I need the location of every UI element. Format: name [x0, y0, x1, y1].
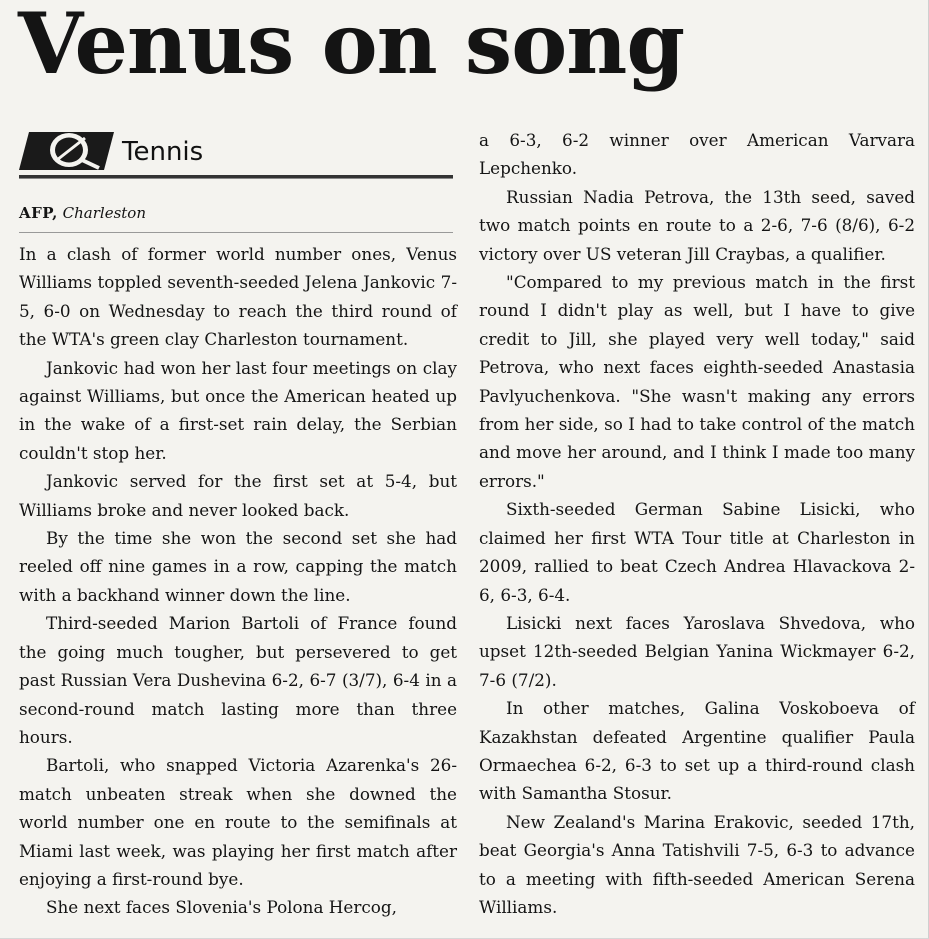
paragraph: Jankovic had won her last four meetings on clay against Williams, but once the American heated up in the wake of a first-set rain delay, the Serbian couldn't stop her. [19, 357, 457, 463]
byline [19, 204, 146, 222]
paragraph: Bartoli, who snapped Victoria Azarenka's 26-match unbeaten streak when she downed the world number one en route to the semifinals at Miami last week, was playing her first match after enjoying a first-round bye. [19, 755, 457, 889]
paragraph: In a clash of former world number ones, Venus Williams toppled seventh-seeded Jelena Jankovic 7-5, 6-0 on Wednesday to reach the third round of the WTA's green clay Charleston tournament. [19, 244, 457, 350]
byline-agency: AFP, [19, 204, 58, 222]
tennis-racket-icon [19, 132, 114, 170]
paragraph: Lisicki next faces Yaroslava Shvedova, who upset 12th-seeded Belgian Yanina Wickmayer 6-2, 7-6 (7/2). [479, 612, 915, 690]
section-header [19, 131, 453, 179]
paragraph: Jankovic served for the first set at 5-4, but Williams broke and never looked back. [19, 471, 457, 520]
byline-dateline: Charleston [62, 204, 146, 222]
section-label: Tennis [122, 137, 204, 167]
paragraph: Russian Nadia Petrova, the 13th seed, saved two match points en route to a 2-6, 7-6 (8/6), 6-2 victory over US veteran Jill Craybas, a qualifier. [479, 186, 915, 264]
paragraph: She next faces Slovenia's Polona Hercog, [46, 897, 397, 918]
paragraph: New Zealand's Marina Erakovic, seeded 17th, beat Georgia's Anna Tatishvili 7-5, 6-3 to advance to a meeting with fifth-seeded American Serena Williams. [479, 811, 915, 917]
paragraph: In other matches, Galina Voskoboeva of Kazakhstan defeated Argentine qualifier Paula Ormaechea 6-2, 6-3 to set up a third-round clash with Samantha Stosur. [479, 698, 915, 804]
byline-rule [19, 232, 453, 233]
paragraph: Third-seeded Marion Bartoli of France found the going much tougher, but persevered to get past Russian Vera Dushevina 6-2, 6-7 (3/7), 6-4 in a second-round match lasting more than three hours. [19, 613, 457, 747]
paragraph: Sixth-seeded German Sabine Lisicki, who claimed her first WTA Tour title at Charleston in 2009, rallied to beat Czech Andrea Hlavackova 2-6, 6-3, 6-4. [479, 499, 915, 605]
paragraph: By the time she won the second set she had reeled off nine games in a row, capping the match with a backhand winner down the line. [19, 528, 457, 605]
paragraph: "Compared to my previous match in the first round I didn't play as well, but I have to give credit to Jill, she played very well today," said Petrova, who next faces eighth-seeded Anastasia Pavlyuchenkova. "She wasn't making any errors from her side, so I had to take control of the match and move her around, and I think I made too many errors." [479, 272, 915, 491]
section-rule [19, 175, 453, 179]
headline: Venus on song [18, 0, 685, 93]
paragraph: a 6-3, 6-2 winner over American Varvara Lepchenko. [479, 130, 915, 179]
